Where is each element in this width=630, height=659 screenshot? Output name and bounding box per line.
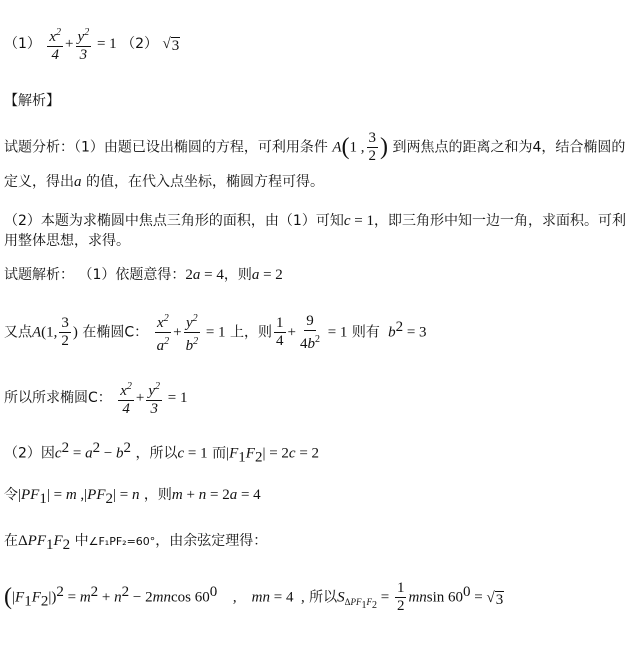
- solution-line-6: 在$\Delta PF_1F_2$ 中∠F₁PF₂=60°，由余弦定理得：: [4, 533, 268, 553]
- solution-line-2: 又点A(1, $\frac{3}{2}$ ) 在椭圆C： $\frac{x^2}{a^2}$ + $\frac{y^2}{b^2}$ = 1 上，则 $\frac{1}{4}$ + $\frac{9}{4b^2}$ = 1 则有 $b^2 = 3$: [4, 310, 427, 355]
- analysis-heading: 【解析】: [4, 93, 60, 109]
- analysis-line-1: 试题分析：（1）由题已设出椭圆的方程，可利用条件 A(1 , $\frac{3}{2}$ ) 到两焦点的距离之和为4，结合椭圆的: [4, 130, 626, 164]
- analysis-line-3: （2）本题为求椭圆中焦点三角形的面积，由（1）可知c = 1，即三角形中知一边一角，求面积。可利: [4, 213, 626, 229]
- analysis-line-4: 用整体思想，求得。: [4, 233, 130, 249]
- solution-line-7: $(|F_1F_2|)^2 = m^2 + n^2 - 2mncos$ $60^0$ , mn = 4 , 所以$S_{\Delta PF_1F_2}$ = $\frac{1}{2}$ mnsin $60^0$ = √ 3: [4, 580, 504, 614]
- answer-label-1: （1）: [4, 36, 41, 52]
- solution-line-3: 所以所求椭圆C： $\frac{x^2}{4}$ + $\frac{y^2}{3}$ = 1: [4, 378, 188, 418]
- solution-line-4: （2）因$c^2 = a^2 - b^2$ ，所以c = 1 而$|F_1F_2| = 2c = 2$: [4, 440, 320, 466]
- analysis-line-2: 定义，得出a 的值，在代入点坐标，椭圆方程可得。: [4, 174, 324, 190]
- math-3-over-2: $\frac{3}{2}$: [368, 130, 377, 164]
- solution-line-1: 试题解析： （1）依题意得：2a = 4，则a = 2: [4, 267, 283, 283]
- answer-line: （1） $\frac{x^2}{4}$ + $\frac{y^2}{3}$ = 1 （2） √ 3: [4, 24, 180, 64]
- math-y2-over-3: $\frac{y^2}{3}$: [76, 24, 92, 64]
- answer-label-2: （2）: [121, 36, 159, 52]
- solution-line-5: 令$|PF_1| = m$ $,|PF_2| = n$ ，则m + n = 2a = 4: [4, 487, 261, 507]
- math-x2-over-4: $\frac{x^2}{4}$: [47, 24, 63, 64]
- math-sqrt3: √ 3: [162, 36, 180, 54]
